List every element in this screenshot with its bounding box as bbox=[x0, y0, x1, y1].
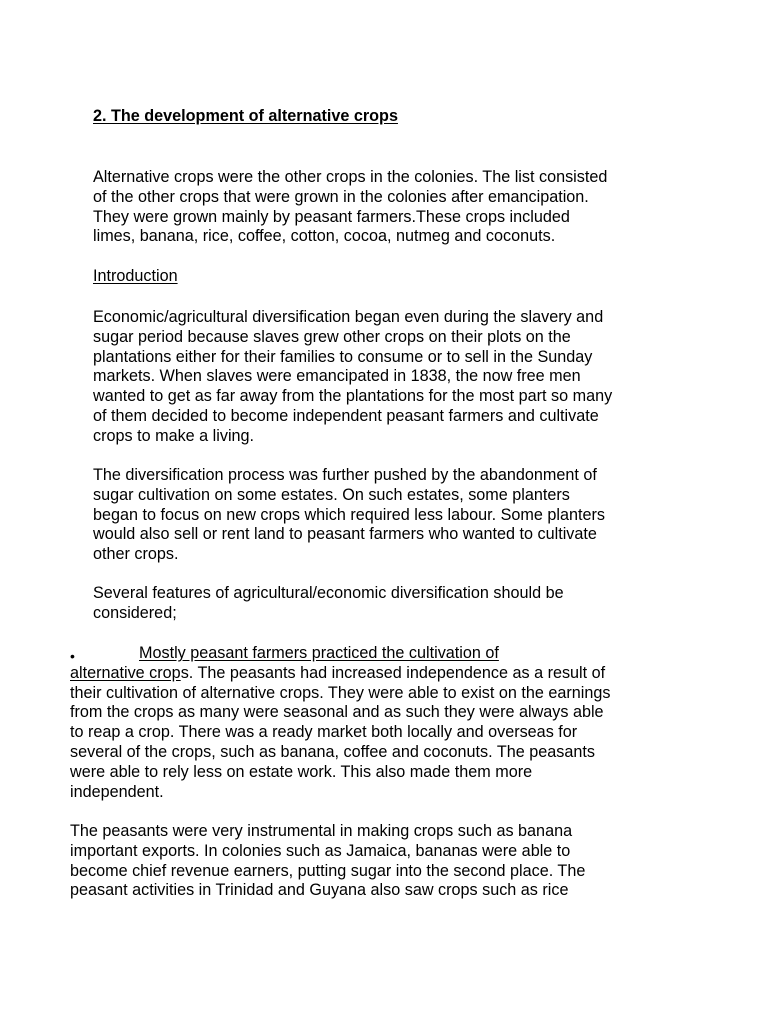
bullet-line-rest: s. The peasants had increased independence as a result of bbox=[180, 663, 606, 682]
section-title: 2. The development of alternative crops bbox=[93, 107, 398, 125]
bullet-paragraph bbox=[70, 644, 610, 802]
text-line: markets. When slaves were emancipated in 1838, the now free men bbox=[93, 367, 581, 386]
text-line: considered; bbox=[93, 603, 177, 622]
bullet-heading-part1: Mostly peasant farmers practiced the cultivation of bbox=[139, 644, 499, 662]
paragraph-diversification-process bbox=[93, 466, 605, 565]
text-line: wanted to get as far away from the plantations for the most part so many bbox=[93, 387, 613, 406]
text-line: They were grown mainly by peasant farmers.These crops included bbox=[93, 207, 570, 226]
text-line: Economic/agricultural diversification began even during the slavery and bbox=[93, 308, 604, 326]
text-line: The diversification process was further pushed by the abandonment of bbox=[93, 466, 597, 484]
text-line: important exports. In colonies such as Jamaica, bananas were able to bbox=[70, 841, 571, 860]
text-line: would also sell or rent land to peasant farmers who wanted to cultivate bbox=[93, 525, 597, 544]
text-line: sugar cultivation on some estates. On such estates, some planters bbox=[93, 485, 570, 504]
paragraph-features bbox=[93, 584, 564, 624]
text-line: independent. bbox=[70, 782, 164, 801]
paragraph-alternative-crops bbox=[93, 168, 607, 247]
text-line: began to focus on new crops which required less labour. Some planters bbox=[93, 505, 606, 524]
text-line: crops to make a living. bbox=[93, 426, 255, 445]
text-line: The peasants were very instrumental in making crops such as banana bbox=[70, 822, 573, 840]
text-line: to reap a crop. There was a ready market both locally and overseas for bbox=[70, 723, 578, 742]
bullet-line bbox=[70, 644, 610, 664]
text-line: from the crops as many were seasonal and as such they were always able bbox=[70, 703, 604, 722]
bullet-symbol: • bbox=[70, 648, 75, 664]
text-line: Several features of agricultural/economic diversification should be bbox=[93, 584, 564, 602]
introduction-heading: Introduction bbox=[93, 267, 178, 285]
text-line: sugar period because slaves grew other crops on their plots on the bbox=[93, 327, 571, 346]
text-line: several of the crops, such as banana, coffee and coconuts. The peasants bbox=[70, 742, 595, 761]
text-line: limes, banana, rice, coffee, cotton, cocoa, nutmeg and coconuts. bbox=[93, 227, 556, 246]
text-line: of them decided to become independent peasant farmers and cultivate bbox=[93, 406, 599, 425]
text-line: become chief revenue earners, putting sugar into the second place. The bbox=[70, 861, 586, 880]
paragraph-diversification-origin bbox=[93, 308, 612, 447]
text-line: Alternative crops were the other crops in the colonies. The list consisted bbox=[93, 168, 608, 186]
bullet-line bbox=[70, 664, 610, 684]
bullet-heading-part2: alternative crop bbox=[70, 663, 181, 682]
paragraph-peasant-exports bbox=[70, 822, 585, 901]
text-line: were able to rely less on estate work. This also made them more bbox=[70, 762, 533, 781]
text-line: other crops. bbox=[93, 545, 179, 564]
text-line: plantations either for their families to consume or to sell in the Sunday bbox=[93, 347, 593, 366]
text-line: peasant activities in Trinidad and Guyana also saw crops such as rice bbox=[70, 881, 569, 900]
text-line: their cultivation of alternative crops. They were able to exist on the earnings bbox=[70, 683, 611, 702]
text-line: of the other crops that were grown in the colonies after emancipation. bbox=[93, 187, 589, 206]
